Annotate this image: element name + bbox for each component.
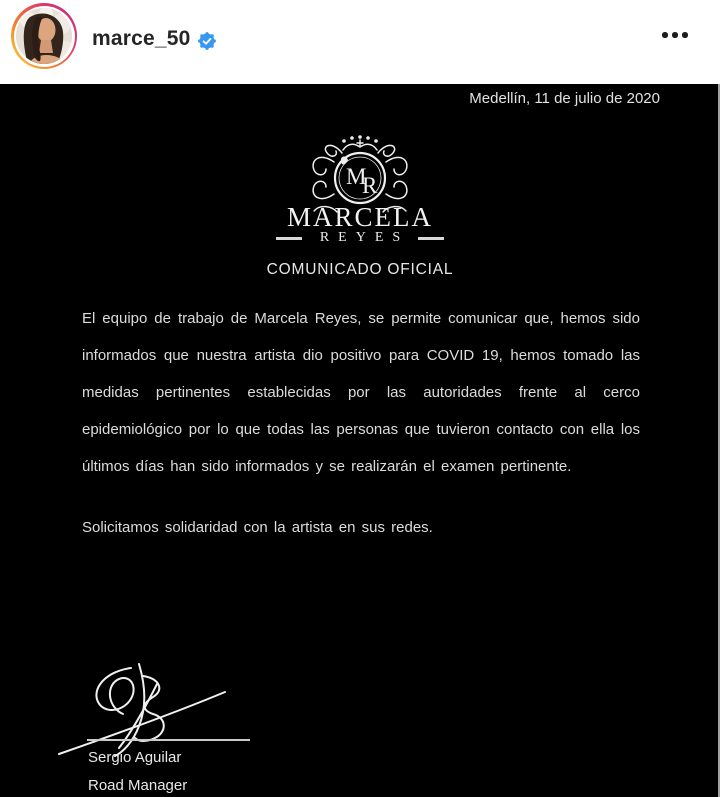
ellipsis-icon	[672, 32, 678, 38]
signature-name: Sergio Aguilar	[88, 749, 182, 766]
avatar[interactable]	[16, 8, 72, 64]
username-row	[92, 27, 216, 51]
statement-paragraph: El equipo de trabajo de Marcela Reyes, se permite comunicar que, hemos sido informados que nuestra artista dio positivo para COVID 19, hemos tomado las medidas pertinentes establecidas por las autoridades frente al cerco epidemiológico por lo que todas las personas que tuvieron contacto con ella los últimos días han sido informados y se realizarán el examen pertinente.	[82, 310, 640, 475]
more-options-button[interactable]	[654, 24, 696, 46]
logo-surname-row	[0, 230, 720, 246]
dateline: Medellín, 11 de julio de 2020	[469, 90, 660, 107]
monogram-m: M	[346, 164, 367, 189]
logo-name: MARCELA	[286, 202, 433, 232]
verified-badge-icon	[198, 32, 216, 50]
statement-paragraph: Solicitamos solidaridad con la artista en sus redes.	[82, 519, 433, 536]
post-image[interactable]	[0, 84, 720, 797]
avatar-ring-gap	[14, 6, 75, 67]
story-ring[interactable]	[11, 3, 77, 69]
signature-scribble	[45, 650, 255, 762]
logo-surname: REYES	[319, 230, 410, 245]
signature-rule	[87, 739, 250, 741]
ellipsis-icon	[662, 32, 668, 38]
username[interactable]: marce_50	[92, 27, 191, 50]
surname-rule-right	[418, 237, 444, 240]
surname-rule-left	[276, 237, 302, 240]
monogram-r: R	[362, 173, 378, 198]
profile-photo	[16, 8, 72, 64]
signature-role: Road Manager	[88, 777, 188, 794]
post-header	[0, 0, 720, 84]
ellipsis-icon	[682, 32, 688, 38]
document-title: COMUNICADO OFICIAL	[266, 261, 454, 278]
